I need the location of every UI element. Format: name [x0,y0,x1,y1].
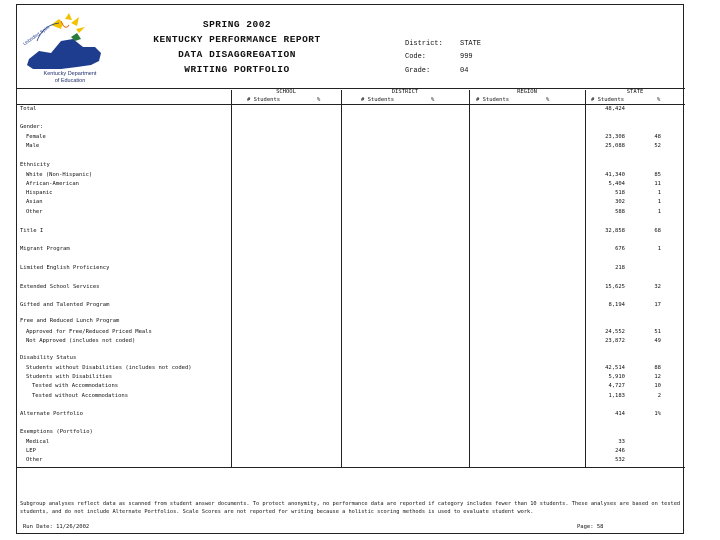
row-label: Title I [20,228,44,234]
state-students-value: 1,183 [608,393,625,399]
state-students-value: 32,858 [605,228,625,234]
state-students-value: 41,340 [605,172,625,178]
state-students-value: 532 [615,457,625,463]
school-students-header: # Students [247,97,281,103]
school-pct-header: % [317,97,321,103]
row-label: Other [26,457,43,463]
region-students-header: # Students [476,97,510,103]
row-label: Gender: [20,124,44,130]
code-value: 999 [460,53,473,61]
state-pct-value: 85 [654,172,661,178]
row-label: Hispanic [26,190,53,196]
page-number: Page: 58 [577,524,604,530]
report-title-season: SPRING 2002 [202,19,272,30]
district-pct-header: % [431,97,435,103]
row-label: Students without Disabilities (includes not coded) [26,365,192,371]
state-pct-value: 52 [654,143,661,149]
row-label: Free and Reduced Lunch Program [20,318,120,324]
row-label: Tested with Accommodations [32,383,119,389]
column-group-school: SCHOOL [276,89,296,95]
row-label: Exemptions (Portfolio) [20,429,93,435]
region-pct-header: % [546,97,550,103]
row-label: Migrant Program [20,246,70,252]
column-group-region: REGION [517,89,537,95]
district-label: District: [405,40,443,48]
row-label: Medical [26,439,50,445]
state-students-value: 42,514 [605,365,625,371]
column-group-district: DISTRICT [391,89,419,95]
footnote: Subgroup analyses reflect data as scanned from student answer documents. To protect anonymity, no performance data are reported if category includes fewer than 10 students. These analyses are based on tested students, and do not include Alternate Portfolios. Scale Scores are not reported for writing because a holistic scoring methods is used to evaluate student work. [20,501,681,515]
district-value: STATE [460,40,482,48]
code-label: Code: [405,53,427,61]
state-pct-value: 1 [657,246,661,252]
logo-arc-text: Unbridled Spirit [22,24,51,47]
state-students-value: 48,424 [605,106,625,112]
state-pct-value: 11 [654,181,661,187]
state-pct-value: 1 [657,199,661,205]
state-pct-value: 10 [654,383,661,389]
state-pct-value: 1 [657,190,661,196]
row-label: White (Non-Hispanic) [26,172,93,178]
state-students-value: 5,404 [608,181,625,187]
state-students-value: 25,088 [605,143,625,149]
column-divider-state [585,90,586,468]
state-pct-value: 88 [654,365,661,371]
logo-caption [25,71,115,84]
state-pct-value: 12 [654,374,661,380]
state-pct-value: 49 [654,338,661,344]
state-students-value: 676 [615,246,625,252]
state-students-value: 414 [615,411,625,417]
row-label: LEP [26,448,36,454]
row-label: Alternate Portfolio [20,411,83,417]
state-students-value: 23,872 [605,338,625,344]
grade-label: Grade: [405,67,431,75]
state-pct-value: 51 [654,329,661,335]
state-students-value: 518 [615,190,625,196]
run-date: Run Date: 11/26/2002 [23,524,90,530]
state-students-header: # Students [591,97,625,103]
state-pct-value: 17 [654,302,661,308]
report-page [16,4,684,534]
state-pct-value: 68 [654,228,661,234]
row-label: Ethnicity [20,162,50,168]
row-label: Tested without Accommodations [32,393,129,399]
state-students-value: 33 [618,439,625,445]
state-students-value: 24,552 [605,329,625,335]
state-students-value: 4,727 [608,383,625,389]
state-pct-value: 48 [654,134,661,140]
row-label: Gifted and Talented Program [20,302,110,308]
state-students-value: 218 [615,265,625,271]
row-label: Limited English Proficiency [20,265,110,271]
state-students-value: 5,910 [608,374,625,380]
column-divider-school [231,90,232,468]
state-pct-value: 2 [657,393,661,399]
row-label: Not Approved (includes not coded) [26,338,136,344]
column-group-state: STATE [626,89,644,95]
grade-value: 04 [460,67,469,75]
state-pct-value: 32 [654,284,661,290]
row-label: African-American [26,181,79,187]
logo-caption-line1: Kentucky Department [43,71,97,77]
report-title-subject: WRITING PORTFOLIO [184,64,290,75]
row-label: Male [26,143,40,149]
column-divider-region [469,90,470,468]
report-title-section: DATA DISAGGREGATION [178,49,296,60]
row-label: Female [26,134,46,140]
row-label: Other [26,209,43,215]
row-label: Students with Disabilities [26,374,113,380]
state-students-value: 15,625 [605,284,625,290]
row-label: Approved for Free/Reduced Priced Meals [26,329,152,335]
state-students-value: 23,308 [605,134,625,140]
logo-caption-line2: of Education [54,77,86,84]
row-label: Asian [26,199,43,205]
report-title-name: KENTUCKY PERFORMANCE REPORT [153,34,321,45]
state-students-value: 302 [615,199,625,205]
state-students-value: 246 [615,448,625,454]
row-label: Total [20,106,37,112]
state-pct-value: 1% [654,411,661,417]
district-students-header: # Students [361,97,395,103]
column-divider-district [341,90,342,468]
row-label: Extended School Services [20,284,100,290]
row-label: Disability Status [20,355,77,361]
state-pct-value: 1 [657,209,661,215]
state-students-value: 588 [615,209,625,215]
state-students-value: 8,194 [608,302,625,308]
state-pct-header: % [657,97,661,103]
